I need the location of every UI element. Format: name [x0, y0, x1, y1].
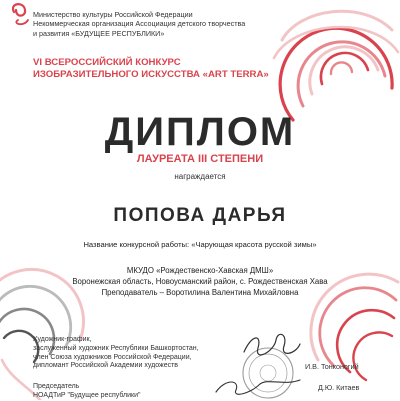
signature-block-artist — [33, 336, 323, 371]
logo-swirl-icon — [13, 4, 28, 24]
artist-title-line1: Художник-график, — [33, 336, 92, 343]
contest-title-line1: VI ВСЕРОССИЙСКИЙ КОНКУРС — [33, 57, 181, 68]
organizers-block — [33, 10, 263, 38]
contest-title — [33, 57, 333, 81]
laureate-degree: ЛАУРЕАТА III СТЕПЕНИ — [136, 153, 264, 165]
school-name: МКУДО «Рождественско-Хавская ДМШ» — [126, 266, 274, 275]
organizer-ministry: Министерство культуры Российской Федерации — [33, 10, 193, 19]
signature-block-chairman — [33, 383, 140, 401]
recipient-name: ПОПОВА ДАРЬЯ — [113, 205, 287, 226]
organizer-association-cont: и развития «БУДУЩЕЕ РЕСПУБЛИКИ» — [33, 28, 165, 38]
school-block — [0, 265, 400, 298]
school-address: Воронежская область, Новоусманский район, с. Рождественская Хава — [72, 277, 328, 286]
chairman-title-line1: Председатель — [33, 383, 80, 390]
organizer-association: Некоммерческая организация Ассоциация детского творчества — [33, 19, 246, 29]
artist-title-line2: заслуженный художник Республики Башкортостан, — [33, 344, 199, 352]
awarded-label: награждается — [174, 172, 226, 181]
teacher-name: Преподаватель – Воротилина Валентина Михайловна — [101, 288, 299, 297]
chairman-title-line2: НОАДТиР "Будущее республики" — [33, 391, 141, 399]
chairman-signatory-name: Д.Ю. Китаев — [318, 383, 360, 392]
artist-title-line3: член Союза художников Российской Федерации, — [33, 353, 192, 361]
artist-title-line4: дипломант Российской Академии художеств — [33, 362, 179, 370]
work-title: Название конкурсной работы: «Чарующая красота русской зимы» — [83, 240, 317, 249]
diploma-heading: ДИПЛОМ — [104, 110, 296, 154]
signature-kitaev-icon — [216, 380, 300, 394]
contest-title-line2: ИЗОБРАЗИТЕЛЬНОГО ИСКУССТВА «ART TERRA» — [33, 69, 269, 80]
artist-signatory-name: И.В. Тонконогий — [305, 362, 359, 371]
